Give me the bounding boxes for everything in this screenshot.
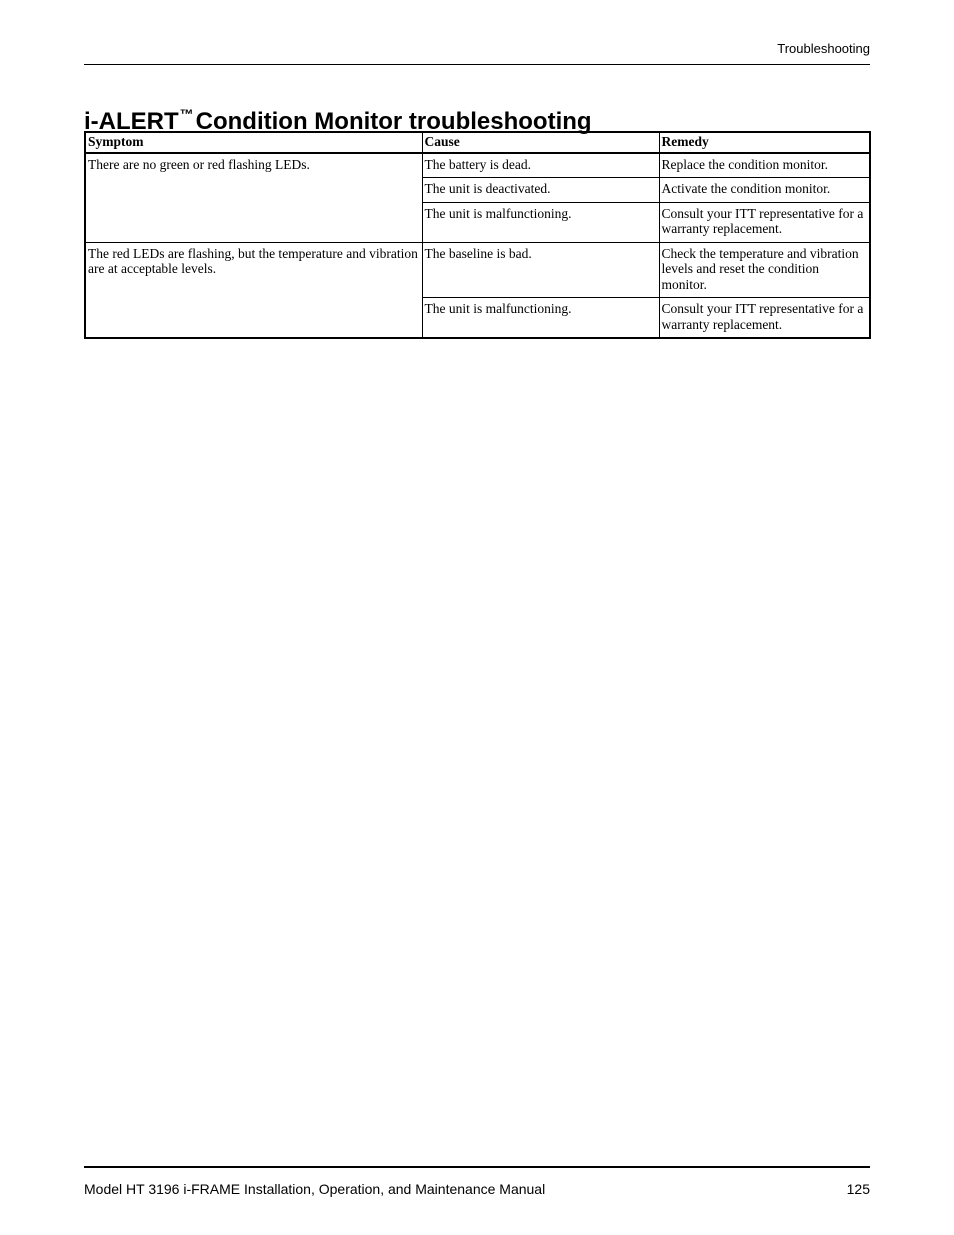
- column-header-remedy: Remedy: [659, 132, 870, 153]
- title-text: Condition Monitor troubleshooting: [195, 108, 592, 135]
- remedy-cell: Consult your ITT representative for a warranty replacement.: [659, 298, 870, 339]
- table-row: [85, 242, 870, 298]
- remedy-cell: Activate the condition monitor.: [659, 178, 870, 203]
- header-divider: [84, 64, 870, 65]
- column-header-symptom: Symptom: [85, 132, 422, 153]
- cause-cell: The baseline is bad.: [422, 242, 659, 298]
- table-row: [85, 153, 870, 178]
- troubleshooting-table: [84, 131, 871, 339]
- page-number: 125: [846, 1181, 870, 1197]
- cause-cell: The battery is dead.: [422, 153, 659, 178]
- cause-cell: The unit is malfunctioning.: [422, 298, 659, 339]
- symptom-cell: There are no green or red flashing LEDs.: [85, 153, 422, 243]
- remedy-cell: Check the temperature and vibration levels and reset the condition monitor.: [659, 242, 870, 298]
- remedy-cell: Replace the condition monitor.: [659, 153, 870, 178]
- cause-cell: The unit is malfunctioning.: [422, 202, 659, 242]
- cause-cell: The unit is deactivated.: [422, 178, 659, 203]
- trademark-symbol: ™: [179, 106, 194, 122]
- title-brand: i-ALERT: [84, 108, 179, 135]
- symptom-cell: The red LEDs are flashing, but the temperature and vibration are at acceptable levels.: [85, 242, 422, 338]
- footer-divider: [84, 1166, 870, 1168]
- column-header-cause: Cause: [422, 132, 659, 153]
- table-header-row: [85, 132, 870, 153]
- running-header-section: Troubleshooting: [777, 41, 870, 56]
- remedy-cell: Consult your ITT representative for a warranty replacement.: [659, 202, 870, 242]
- footer-manual-title: Model HT 3196 i-FRAME Installation, Operation, and Maintenance Manual: [84, 1181, 546, 1197]
